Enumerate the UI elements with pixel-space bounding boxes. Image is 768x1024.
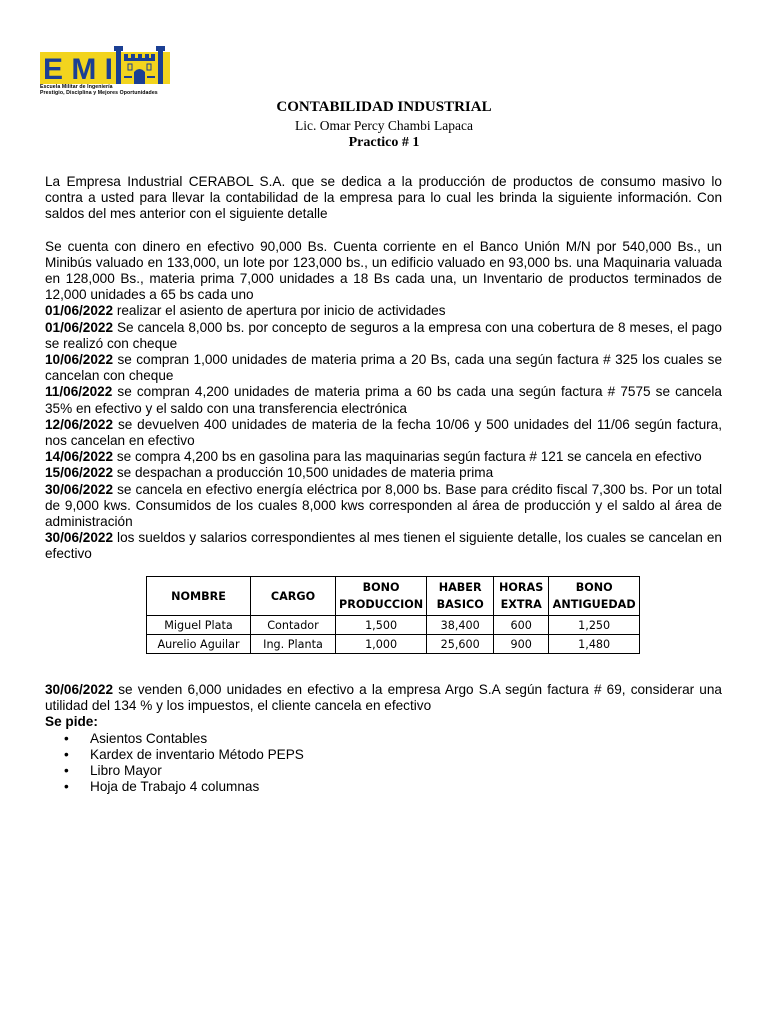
table-cell: Aurelio Aguilar — [147, 635, 251, 654]
transaction-text: Se cancela 8,000 bs. por concepto de seguros a la empresa con una cobertura de 8 meses, el pago se realizó con cheque — [45, 319, 722, 351]
column-header-line: NOMBRE — [171, 589, 226, 603]
column-header-line: BONO — [362, 581, 400, 594]
requirement-item: • Asientos Contables — [90, 731, 722, 747]
transaction-text: se compra 4,200 bs en gasolina para las maquinarias según factura # 121 se cancela en efectivo — [113, 449, 702, 465]
column-header-line: PRODUCCION — [339, 598, 424, 611]
salary-table-body — [147, 616, 640, 654]
table-cell: 600 — [494, 616, 549, 635]
transaction-entry — [45, 320, 722, 352]
transaction-date: 30/06/2022 — [45, 682, 114, 697]
transaction-text: se despachan a producción 10,500 unidades de materia prima — [113, 465, 494, 481]
column-header-line: BASICO — [436, 598, 484, 611]
document-title: CONTABILIDAD INDUSTRIAL — [276, 99, 492, 115]
transaction-entry — [45, 384, 722, 416]
emi-logo-graphic — [40, 46, 170, 84]
transaction-entry — [45, 449, 722, 465]
column-header-line: EXTRA — [500, 598, 542, 611]
column-header-line: ANTIGUEDAD — [552, 598, 636, 611]
transaction-entry — [45, 530, 722, 562]
transaction-entry — [45, 303, 722, 319]
table-cell: 1,250 — [549, 616, 640, 635]
requirements-heading: Se pide: — [45, 714, 98, 730]
table-cell: Ing. Planta — [251, 635, 336, 654]
transaction-text: los sueldos y salarios correspondientes al mes tienen el siguiente detalle, los cuales se cancelan en efectivo — [45, 530, 722, 562]
table-cell: 1,500 — [336, 616, 427, 635]
transaction-text: se venden 6,000 unidades en efectivo a la empresa Argo S.A según factura # 69, considerar una utilidad del 134 % y los impuestos, el cliente cancela en efectivo — [45, 682, 722, 714]
table-row — [147, 616, 640, 635]
table-cell: 25,600 — [427, 635, 494, 654]
column-header-line: CARGO — [270, 589, 316, 603]
logo-caption-school: Escuela Militar de Ingeniería — [40, 84, 113, 90]
document-author: Lic. Omar Percy Chambi Lapaca — [294, 118, 474, 133]
column-header — [251, 577, 336, 616]
transaction-date: 01/06/2022 — [45, 303, 114, 319]
transaction-entry — [45, 417, 722, 449]
transaction-entry-sale — [45, 682, 722, 714]
column-header — [549, 577, 640, 616]
column-header-line: HORAS — [499, 581, 544, 594]
table-cell: Miguel Plata — [147, 616, 251, 635]
column-header-line: BONO — [575, 581, 613, 594]
transaction-text: se devuelven 400 unidades de materia de la fecha 10/06 y 500 unidades del 11/06 según factura, nos cancelan en efectivo — [45, 416, 722, 449]
column-header-line: HABER — [438, 581, 482, 594]
transaction-date: 01/06/2022 — [45, 319, 114, 335]
document-practice-number: Practico # 1 — [348, 135, 420, 150]
column-header — [147, 577, 251, 616]
column-header — [427, 577, 494, 616]
transaction-text: se compran 1,000 unidades de materia prima a 20 Bs, cada una según factura # 325 los cuales se cancelan con cheque — [45, 352, 722, 384]
transaction-entry — [45, 482, 722, 531]
transaction-text: realizar el asiento de apertura por inicio de actividades — [113, 303, 446, 319]
transaction-date: 30/06/2022 — [45, 530, 114, 546]
exercise-body-continued — [45, 682, 722, 795]
transaction-date: 15/06/2022 — [45, 465, 114, 481]
requirements-list — [45, 731, 722, 796]
transaction-date: 30/06/2022 — [45, 481, 114, 497]
opening-balances-paragraph: Se cuenta con dinero en efectivo 90,000 Bs. Cuenta corriente en el Banco Unión M/N por 540,000 Bs., un Minibús valuado en 133,000, un lote por 123,000 bs., un edificio valuado en 93,000 bs. una Maquinaria valuada en 128,000 Bs., materia prima 7,000 unidades a 18 Bs cada una, un Inventario de productos terminados de 12,000 unidades a 65 bs cada uno — [45, 238, 722, 303]
requirement-item: • Hoja de Trabajo 4 columnas — [90, 779, 722, 795]
transaction-date: 10/06/2022 — [45, 352, 114, 368]
salary-table — [146, 576, 640, 654]
transaction-list — [45, 303, 722, 562]
requirement-item: • Kardex de inventario Método PEPS — [90, 747, 722, 763]
salary-table-header — [147, 577, 640, 616]
emi-logo — [40, 46, 170, 96]
table-cell: Contador — [251, 616, 336, 635]
svg-text:EMI: EMI — [43, 53, 113, 84]
table-cell: 38,400 — [427, 616, 494, 635]
table-cell: 1,000 — [336, 635, 427, 654]
transaction-entry — [45, 465, 722, 481]
table-cell: 1,480 — [549, 635, 640, 654]
table-cell: 900 — [494, 635, 549, 654]
column-header — [336, 577, 427, 616]
exercise-body — [45, 174, 722, 563]
transaction-text: se cancela en efectivo energía eléctrica por 8,000 bs. Base para crédito fiscal 7,300 bs. Por un total de 9,000 kws. Consumidos de los cuales 8,000 kws corresponden al área de producción y el saldo al área de administración — [45, 481, 722, 530]
intro-paragraph: La Empresa Industrial CERABOL S.A. que se dedica a la producción de productos de consumo masivo lo contra a usted para llevar la contabilidad de la empresa para lo cual les brinda la siguiente información. Con saldos del mes anterior con el siguiente detalle — [45, 174, 722, 222]
requirement-item: • Libro Mayor — [90, 763, 722, 779]
transaction-date: 14/06/2022 — [45, 449, 114, 465]
table-row — [147, 635, 640, 654]
transaction-date: 11/06/2022 — [45, 384, 113, 400]
transaction-date: 12/06/2022 — [45, 416, 114, 432]
transaction-entry — [45, 352, 722, 384]
column-header — [494, 577, 549, 616]
logo-caption-motto: Prestigio, Disciplina y Mejores Oportunidades — [40, 90, 158, 96]
transaction-text: se compran 4,200 unidades de materia prima a 60 bs cada una según factura # 7575 se cancela 35% en efectivo y el saldo con una transferencia electrónica — [45, 384, 722, 416]
